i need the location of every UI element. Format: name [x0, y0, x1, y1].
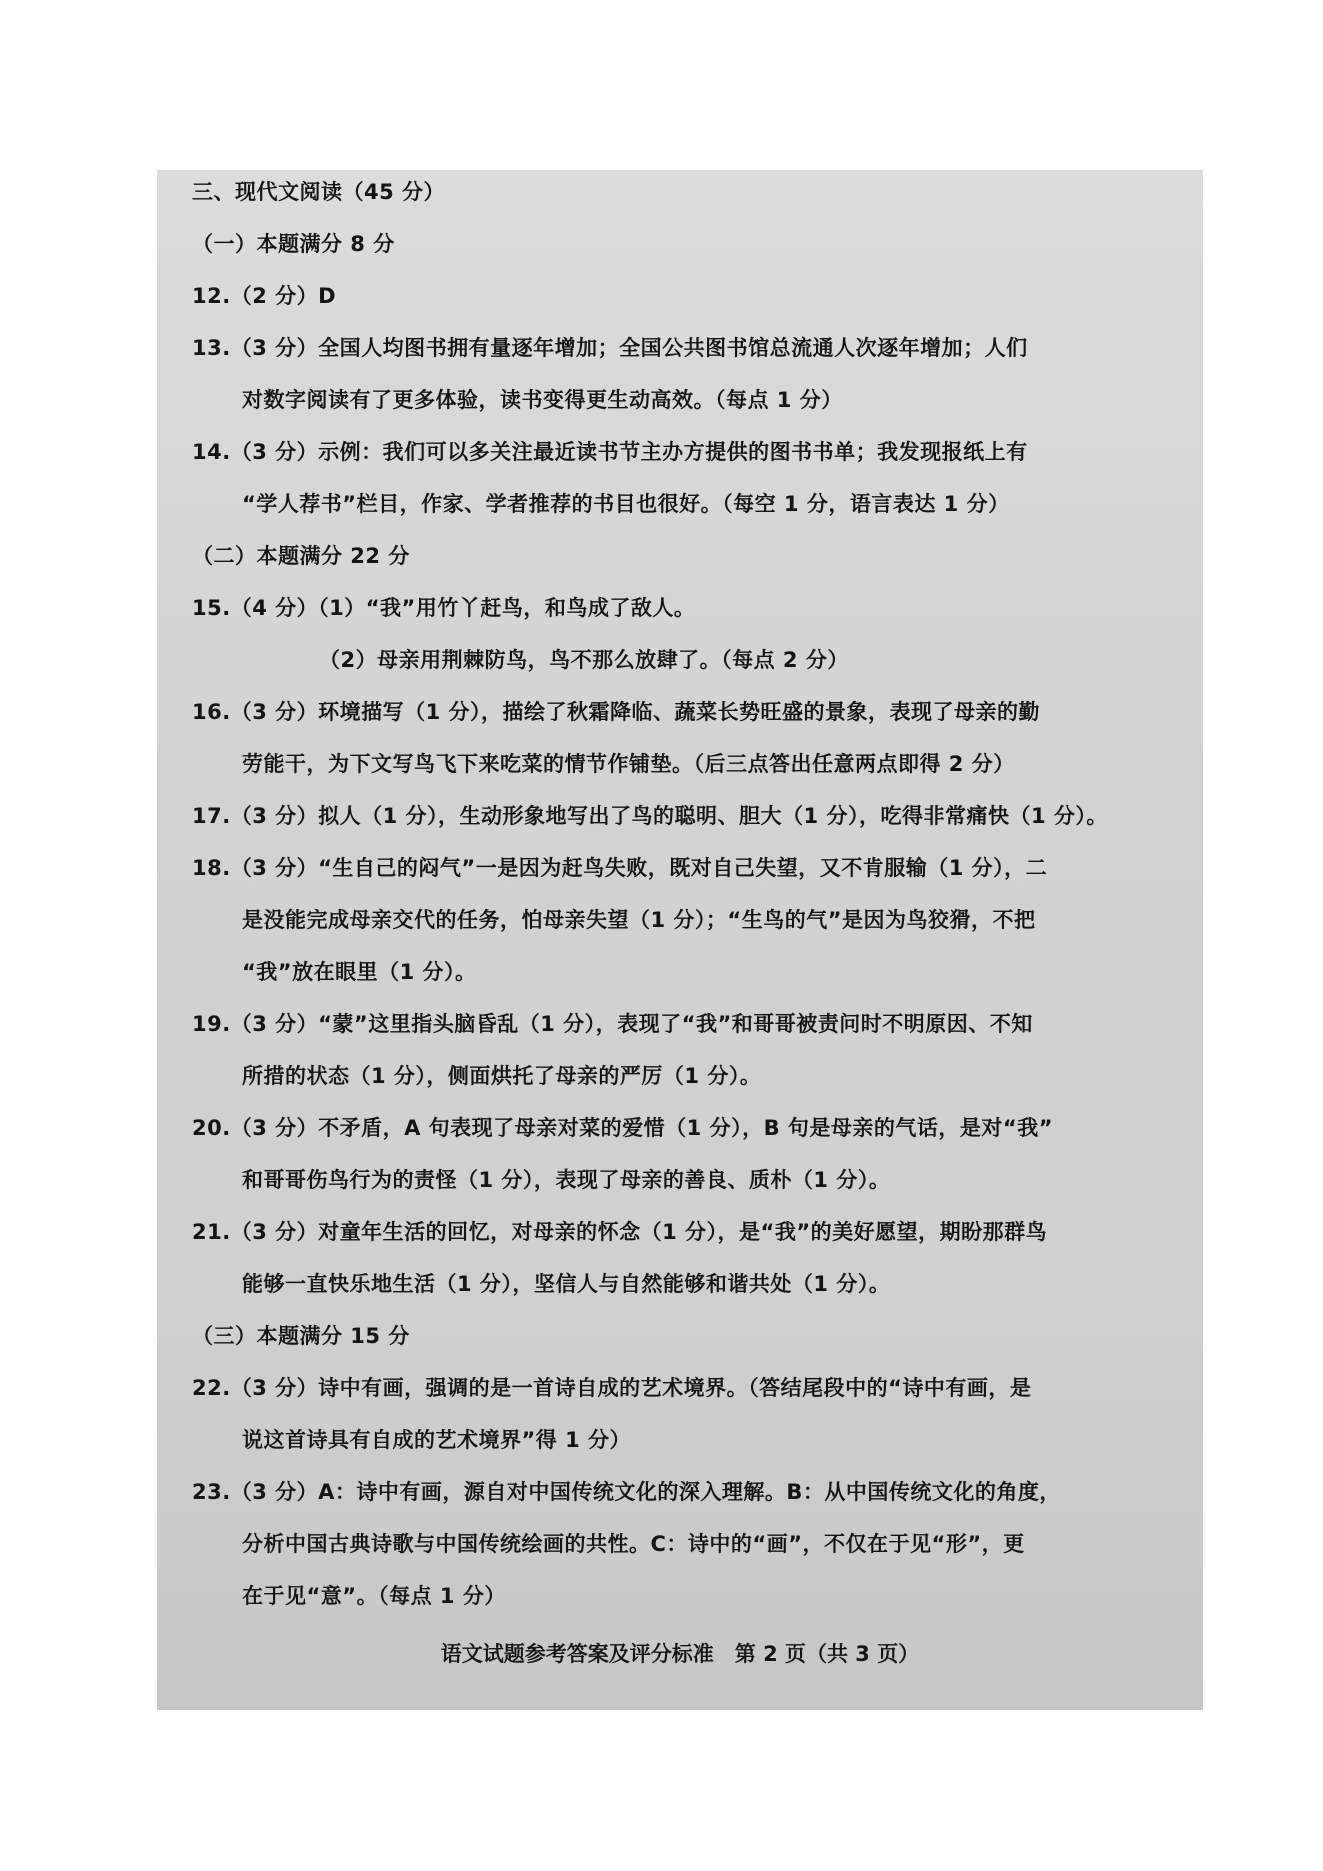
answer-13-line-2: 对数字阅读有了更多体验，读书变得更生动高效。（每点 1 分） — [242, 388, 843, 412]
group-heading-1: （一）本题满分 8 分 — [192, 232, 395, 256]
answer-23-line-3: 在于见“意”。（每点 1 分） — [242, 1584, 506, 1608]
group-heading-2: （二）本题满分 22 分 — [192, 544, 410, 568]
answer-22-line-1: 22.（3 分）诗中有画，强调的是一首诗自成的艺术境界。（答结尾段中的“诗中有画，是 — [192, 1376, 1032, 1400]
answer-13-line-1: 13.（3 分）全国人均图书拥有量逐年增加；全国公共图书馆总流通人次逐年增加；人们 — [192, 336, 1028, 360]
answer-15-line-1: 15.（4 分）（1）“我”用竹丫赶鸟，和鸟成了敌人。 — [192, 596, 696, 620]
answer-20-line-1: 20.（3 分）不矛盾，A 句表现了母亲对菜的爱惜（1 分），B 句是母亲的气话，是对“我” — [192, 1116, 1054, 1140]
answer-18-line-2: 是没能完成母亲交代的任务，怕母亲失望（1 分）；“生鸟的气”是因为鸟狡猾，不把 — [242, 908, 1036, 932]
answer-18-line-1: 18.（3 分）“生自己的闷气”一是因为赶鸟失败，既对自己失望，又不肯服输（1 分），二 — [192, 856, 1048, 880]
answer-14-line-2: “学人荐书”栏目，作家、学者推荐的书目也很好。（每空 1 分，语言表达 1 分） — [242, 492, 1010, 516]
answer-12: 12.（2 分）D — [192, 284, 337, 308]
answer-14-line-1: 14.（3 分）示例：我们可以多关注最近读书节主办方提供的图书书单；我发现报纸上有 — [192, 440, 1028, 464]
answer-20-line-2: 和哥哥伤鸟行为的责怪（1 分），表现了母亲的善良、质朴（1 分）。 — [242, 1168, 891, 1192]
section-title: 三、现代文阅读（45 分） — [192, 180, 446, 204]
answer-18-line-3: “我”放在眼里（1 分）。 — [242, 960, 477, 984]
answer-23-line-1: 23.（3 分）A：诗中有画，源自对中国传统文化的深入理解。B：从中国传统文化的角度， — [192, 1480, 1061, 1504]
answer-19-line-2: 所措的状态（1 分），侧面烘托了母亲的严厉（1 分）。 — [242, 1064, 762, 1088]
answer-15-line-2: （2）母亲用荆棘防鸟，鸟不那么放肆了。（每点 2 分） — [319, 648, 849, 672]
answer-22-line-2: 说这首诗具有自成的艺术境界”得 1 分） — [242, 1428, 632, 1452]
page-footer: 语文试题参考答案及评分标准 第 2 页（共 3 页） — [440, 1642, 920, 1666]
answer-21-line-2: 能够一直快乐地生活（1 分），坚信人与自然能够和谐共处（1 分）。 — [242, 1272, 891, 1296]
answer-23-line-2: 分析中国古典诗歌与中国传统绘画的共性。C：诗中的“画”，不仅在于见“形”，更 — [242, 1532, 1025, 1556]
answer-17: 17.（3 分）拟人（1 分），生动形象地写出了鸟的聪明、胆大（1 分），吃得非常痛快（1 分）。 — [192, 804, 1108, 828]
scanned-page-photo — [157, 170, 1203, 1710]
answer-19-line-1: 19.（3 分）“蒙”这里指头脑昏乱（1 分），表现了“我”和哥哥被责问时不明原因、不知 — [192, 1012, 1033, 1036]
answer-21-line-1: 21.（3 分）对童年生活的回忆，对母亲的怀念（1 分），是“我”的美好愿望，期盼那群鸟 — [192, 1220, 1048, 1244]
answer-16-line-2: 劳能干，为下文写鸟飞下来吃菜的情节作铺垫。（后三点答出任意两点即得 2 分） — [242, 752, 1015, 776]
group-heading-3: （三）本题满分 15 分 — [192, 1324, 410, 1348]
answer-16-line-1: 16.（3 分）环境描写（1 分），描绘了秋霜降临、蔬菜长势旺盛的景象，表现了母亲的勤 — [192, 700, 1041, 724]
